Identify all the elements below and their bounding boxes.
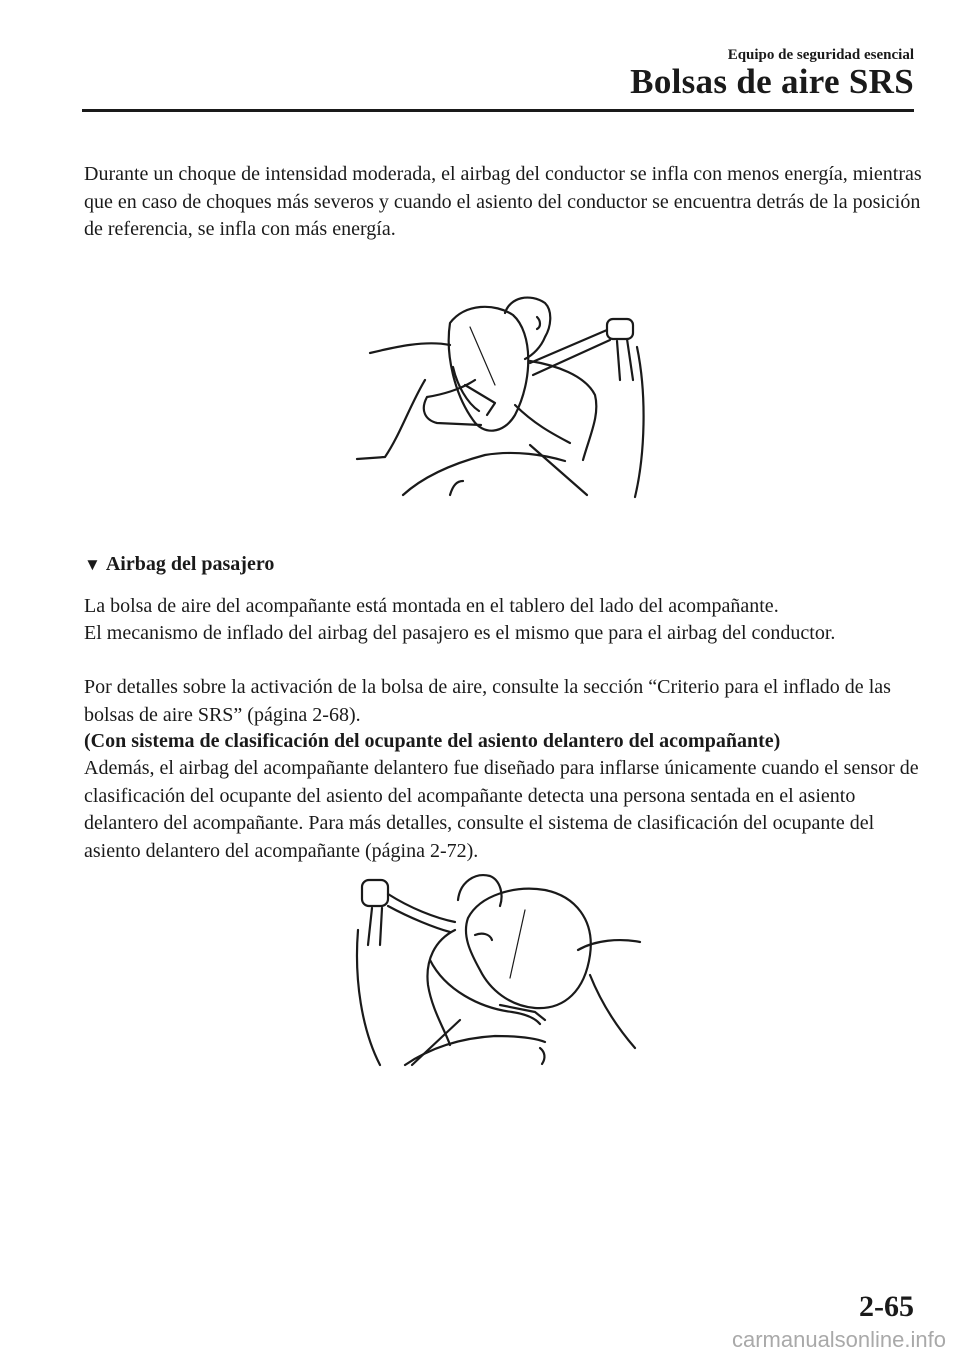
watermark: carmanualsonline.info — [731, 1327, 946, 1352]
passenger-airbag-heading — [84, 551, 274, 578]
header-section-label: Equipo de seguridad esencial — [727, 47, 914, 63]
passenger-airbag-illustration — [350, 860, 650, 1070]
page-number: 2-65 — [859, 1290, 914, 1323]
triangle-marker-icon: ▼ — [84, 555, 101, 574]
intro-paragraph: Durante un choque de intensidad moderada, el airbag del conductor se infla con menos energía, mientras que en caso de choques más severos y cuando el asiento del conductor se encuentra detrás de la posición de referencia, se infla con más energía. — [84, 163, 922, 240]
header-divider — [82, 109, 914, 112]
driver-airbag-illustration — [355, 285, 655, 500]
passenger-line-2: El mecanismo de inflado del airbag del pasajero es el mismo que para el airbag del conductor. — [84, 622, 836, 644]
occupant-classification-detail: Además, el airbag del acompañante delantero fue diseñado para inflarse únicamente cuando el sensor de clasificación del ocupante del asiento del acompañante detecta una persona sentada en el asiento delantero del acompañante. Para más detalles, consulte el sistema de clasificación del ocupante del asiento delantero del acompañante (página 2-72). — [84, 757, 919, 862]
occupant-classification-note: (Con sistema de clasificación del ocupante del asiento delantero del acompañante) — [84, 730, 781, 752]
passenger-line-3: Por detalles sobre la activación de la bolsa de aire, consulte la sección “Criterio para el inflado de las bolsas de aire SRS” (página 2-68). — [84, 676, 891, 726]
page-title: Bolsas de aire SRS — [630, 62, 914, 101]
passenger-line-1: La bolsa de aire del acompañante está montada en el tablero del lado del acompañante. — [84, 595, 779, 617]
passenger-heading-text: Airbag del pasajero — [105, 553, 275, 575]
